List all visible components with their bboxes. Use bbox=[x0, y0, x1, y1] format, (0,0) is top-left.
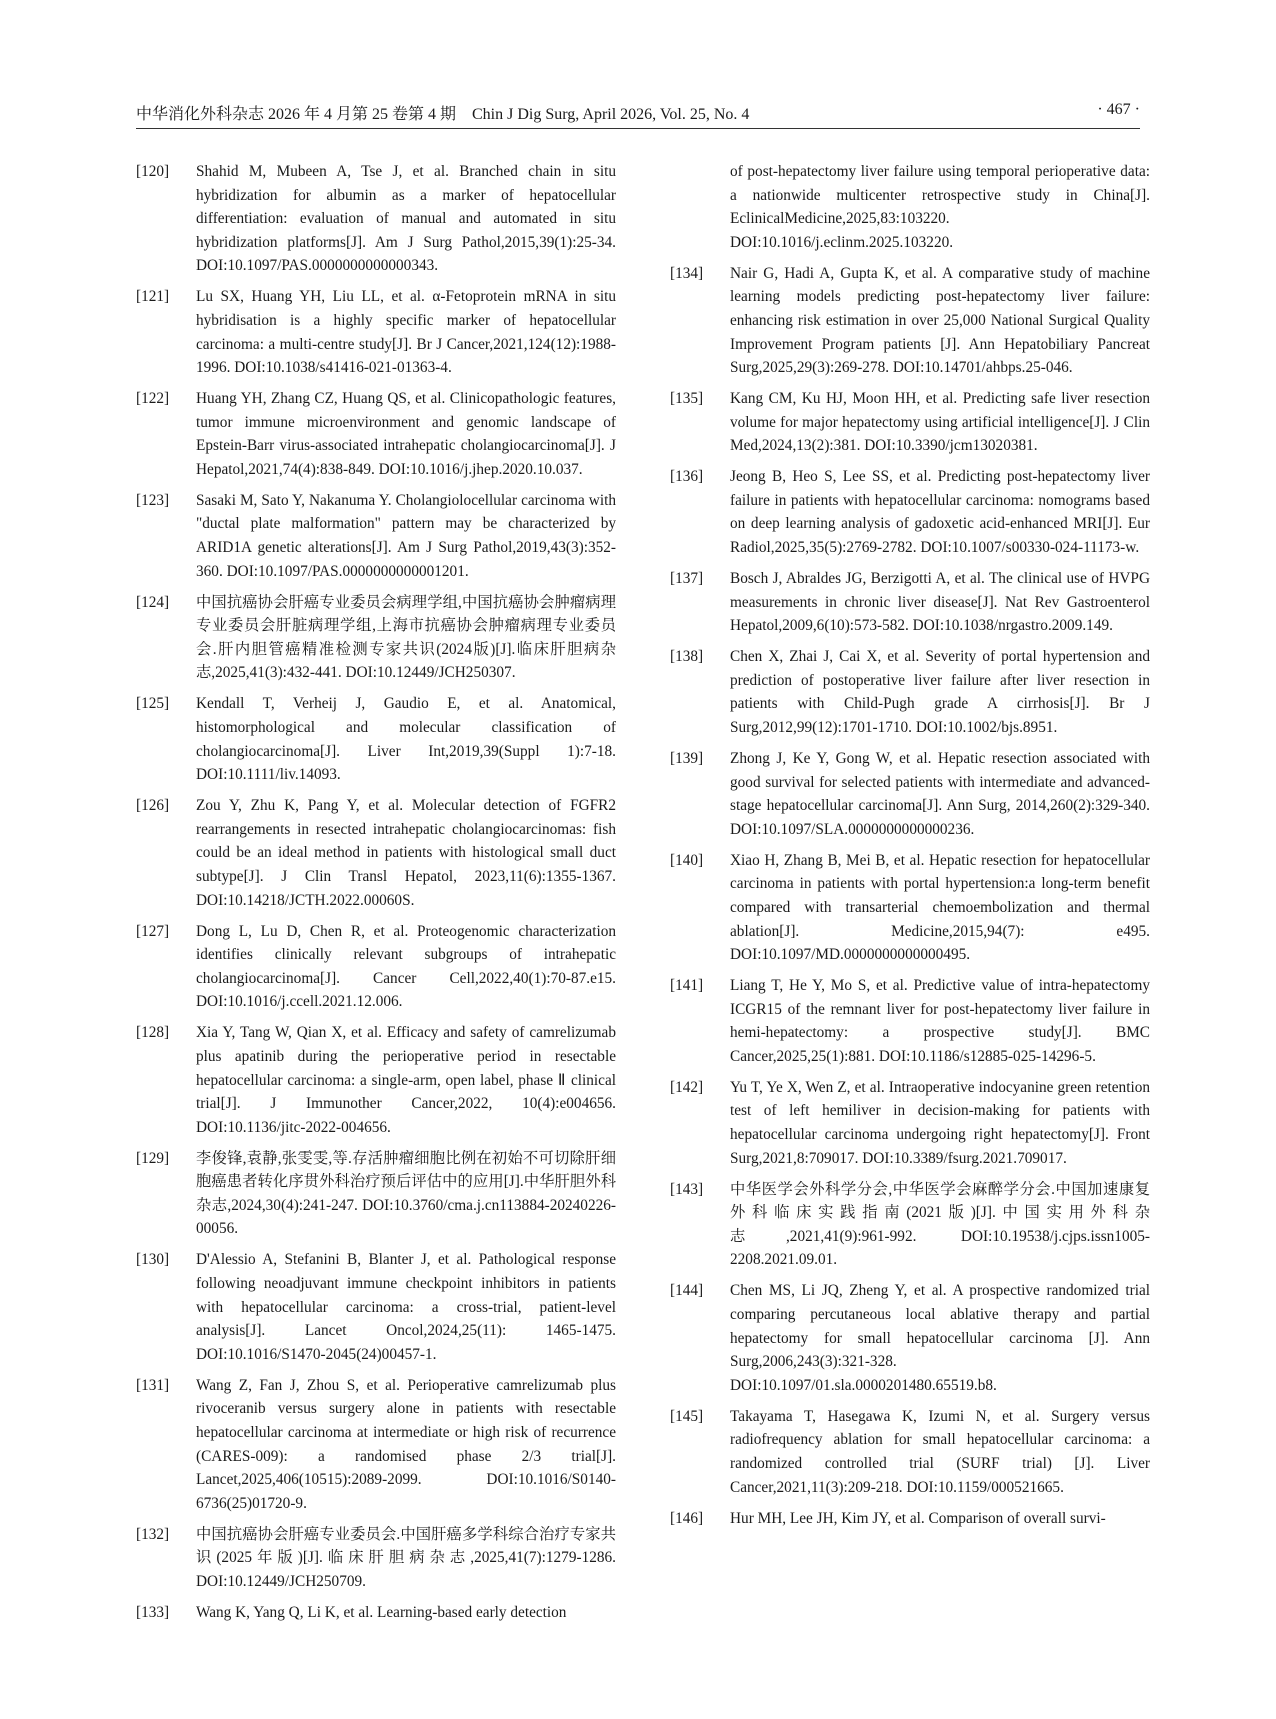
reference-item bbox=[136, 489, 616, 583]
reference-item bbox=[670, 262, 1150, 380]
reference-item bbox=[136, 692, 616, 786]
reference-text: Jeong B, Heo S, Lee SS, et al. Predicting post-hepatectomy liver failure in patients with hepatocellular carcinoma: nomograms based on deep learning analysis of gadoxetic acid-enhanced MRI[J]. Eur Radiol,2025,35(5):2769-2782. DOI:10.1007/s00330-024-11173-w. bbox=[730, 468, 1150, 557]
reference-text: Nair G, Hadi A, Gupta K, et al. A comparative study of machine learning models predicting post-hepatectomy liver failure: enhancing risk estimation in over 25,000 National Surgical Quality Improvement Program patients [J]. Ann Hepatobiliary Pancreat Surg,2025,29(3):269-278. DOI:10.14701/ahbps.25-046. bbox=[730, 264, 1150, 377]
reference-number: [120] bbox=[136, 163, 170, 180]
reference-item bbox=[136, 1374, 616, 1516]
reference-number: [142] bbox=[670, 1078, 704, 1096]
reference-number: [125] bbox=[136, 695, 170, 713]
reference-text: 中国抗癌协会肝癌专业委员会.中国肝癌多学科综合治疗专家共识(2025年版)[J].临床肝胆病杂志,2025,41(7):1279-1286. DOI:10.12449/JCH250709. bbox=[196, 1525, 616, 1590]
reference-number: [145] bbox=[670, 1407, 704, 1425]
reference-text: Chen MS, Li JQ, Zheng Y, et al. A prospective randomized trial comparing percutaneous local ablative therapy and partial hepatectomy for small hepatocellular carcinoma [J]. Ann Surg,2006,243(3):321-328. DOI:10.1097/01.sla.0000201480.65519.b8. bbox=[730, 1282, 1150, 1394]
reference-item bbox=[670, 160, 1150, 254]
reference-text: Kendall T, Verheij J, Gaudio E, et al. Anatomical, histomorphological and molecular classification of cholangiocarcinoma[J]. Liver Int,2019,39(Suppl 1):7-18. DOI:10.1111/liv.14093. bbox=[196, 695, 616, 784]
reference-number: [126] bbox=[136, 797, 170, 815]
reference-number: [136] bbox=[670, 468, 704, 486]
reference-text: of post-hepatectomy liver failure using temporal perioperative data: a nationwide multicenter retrospective study in China[J]. EclinicalMedicine,2025,83:103220. DOI:10.1016/j.eclinm.2025.103220. bbox=[730, 163, 1150, 251]
reference-item bbox=[136, 1601, 616, 1625]
reference-item bbox=[136, 160, 616, 278]
reference-text: Xia Y, Tang W, Qian X, et al. Efficacy and safety of camrelizumab plus apatinib during the perioperative period in resectable hepatocellular carcinoma: a single-arm, open label, phase Ⅱ clinical trial[J]. J Immunother Cancer,2022, 10(4):e004656. DOI:10.1136/jitc-2022-004656. bbox=[196, 1024, 616, 1136]
reference-text: D'Alessio A, Stefanini B, Blanter J, et al. Pathological response following neoadjuvant immune checkpoint inhibitors in patients with hepatocellular carcinoma: a cross-trial, patient-level analysis[J]. Lancet Oncol,2024,25(11): 1465-1475. DOI:10.1016/S1470-2045(24)00457-1. bbox=[196, 1251, 616, 1363]
reference-item bbox=[670, 465, 1150, 559]
reference-number: [127] bbox=[136, 922, 170, 940]
reference-number: [124] bbox=[136, 593, 170, 611]
reference-text: Liang T, He Y, Mo S, et al. Predictive value of intra-hepatectomy ICGR15 of the remnant liver for post-hepatectomy liver failure in hemi-hepatectomy: a prospective study[J]. BMC Cancer,2025,25(1):881. DOI:10.1186/s12885-025-14296-5. bbox=[730, 977, 1150, 1065]
reference-text: Wang Z, Fan J, Zhou S, et al. Perioperative camrelizumab plus rivoceranib versus surgery alone in patients with resectable hepatocellular carcinoma at intermediate or high risk of recurrence (CARES-009): a randomised phase 2/3 trial[J]. Lancet,2025,406(10515):2089-2099. DOI:10.1016/S0140-6736(25)01720-9. bbox=[196, 1376, 616, 1512]
reference-text: Kang CM, Ku HJ, Moon HH, et al. Predicting safe liver resection volume for major hepatectomy using artificial intelligence[J]. J Clin Med,2024,13(2):381. DOI:10.3390/jcm13020381. bbox=[730, 390, 1150, 455]
reference-number: [146] bbox=[670, 1509, 704, 1527]
reference-text: Xiao H, Zhang B, Mei B, et al. Hepatic resection for hepatocellular carcinoma in patients with portal hypertension:a long-term benefit compared with transarterial chemoembolization and thermal ablation[J]. Medicine,2015,94(7): e495. DOI:10.1097/MD.0000000000000495. bbox=[730, 851, 1150, 964]
reference-number: [140] bbox=[670, 851, 704, 869]
reference-number: [141] bbox=[670, 977, 704, 995]
reference-item bbox=[670, 1178, 1150, 1272]
reference-column-right bbox=[670, 160, 1150, 1538]
reference-item bbox=[136, 285, 616, 379]
reference-column-left bbox=[136, 160, 616, 1632]
reference-number: [137] bbox=[670, 570, 704, 588]
reference-number: [133] bbox=[136, 1603, 170, 1621]
reference-item bbox=[136, 794, 616, 912]
reference-number: [129] bbox=[136, 1149, 170, 1167]
reference-text: Sasaki M, Sato Y, Nakanuma Y. Cholangiolocellular carcinoma with "ductal plate malformation" pattern may be characterized by ARID1A genetic alterations[J]. Am J Surg Pathol,2019,43(3):352-360. DOI:10.1097/PAS.0000000000001201. bbox=[196, 491, 616, 580]
reference-number: [138] bbox=[670, 648, 704, 666]
reference-text: 李俊锋,袁静,张雯雯,等.存活肿瘤细胞比例在初始不可切除肝细胞癌患者转化序贯外科治疗预后评估中的应用[J].中华肝胆外科杂志,2024,30(4):241-247. DOI:10.3760/cma.j.cn113884-20240226-00056. bbox=[196, 1149, 616, 1238]
reference-number: [123] bbox=[136, 491, 170, 509]
reference-number: [143] bbox=[670, 1180, 704, 1198]
reference-item bbox=[670, 1405, 1150, 1499]
reference-item bbox=[670, 645, 1150, 739]
reference-number: [134] bbox=[670, 264, 704, 282]
reference-item bbox=[136, 387, 616, 481]
reference-text: Chen X, Zhai J, Cai X, et al. Severity of portal hypertension and prediction of postoperative liver failure after liver resection in patients with Child-Pugh grade A cirrhosis[J]. Br J Surg,2012,99(12):1701-1710. DOI:10.1002/bjs.8951. bbox=[730, 648, 1150, 737]
reference-item bbox=[670, 849, 1150, 967]
reference-item bbox=[136, 1523, 616, 1594]
reference-text: Hur MH, Lee JH, Kim JY, et al. Comparison of overall survi- bbox=[730, 1509, 1106, 1527]
reference-text: Dong L, Lu D, Chen R, et al. Proteogenomic characterization identifies clinically relevant subgroups of intrahepatic cholangiocarcinoma[J]. Cancer Cell,2022,40(1):70-87.e15. DOI:10.1016/j.ccell.2021.12.006. bbox=[196, 922, 616, 1011]
reference-text: Takayama T, Hasegawa K, Izumi N, et al. Surgery versus radiofrequency ablation for small hepatocellular carcinoma: a randomized controlled trial (SURF trial) [J]. Liver Cancer,2021,11(3):209-218. DOI:10.1159/000521665. bbox=[730, 1407, 1150, 1496]
reference-text: Yu T, Ye X, Wen Z, et al. Intraoperative indocyanine green retention test of left hemiliver in decision-making for patients with hepatocellular carcinoma undergoing right hepatectomy[J]. Front Surg,2021,8:709017. DOI:10.3389/fsurg.2021.709017. bbox=[730, 1078, 1150, 1167]
reference-item bbox=[136, 920, 616, 1014]
reference-number: [135] bbox=[670, 390, 704, 408]
reference-text: Shahid M, Mubeen A, Tse J, et al. Branched chain in situ hybridization for albumin as a marker of hepatocellular differentiation: evaluation of manual and automated in situ hybridization platforms[J]. Am J Surg Pathol,2015,39(1):25-34. DOI:10.1097/PAS.0000000000000343. bbox=[196, 163, 616, 275]
reference-number: [131] bbox=[136, 1376, 170, 1394]
reference-text: Zhong J, Ke Y, Gong W, et al. Hepatic resection associated with good survival for selected patients with intermediate and advanced-stage hepatocellular carcinoma[J]. Ann Surg, 2014,260(2):329-340. DOI:10.1097/SLA.0000000000000236. bbox=[730, 750, 1150, 838]
reference-number: [121] bbox=[136, 288, 170, 306]
page-number: · 467 · bbox=[1097, 101, 1140, 118]
reference-text: Zou Y, Zhu K, Pang Y, et al. Molecular detection of FGFR2 rearrangements in resected intrahepatic cholangiocarcinomas: fish could be an ideal method in patients with histological small duct subtype[J]. J Clin Transl Hepatol, 2023,11(6):1355-1367. DOI:10.14218/JCTH.2022.00060S. bbox=[196, 797, 616, 909]
reference-item bbox=[670, 974, 1150, 1068]
reference-item bbox=[136, 1147, 616, 1241]
reference-text: 中国抗癌协会肝癌专业委员会病理学组,中国抗癌协会肿瘤病理专业委员会肝脏病理学组,上海市抗癌协会肿瘤病理专业委员会.肝内胆管癌精准检测专家共识(2024版)[J].临床肝胆病杂志,2025,41(3):432-441. DOI:10.12449/JCH250307. bbox=[196, 593, 616, 682]
reference-item bbox=[670, 567, 1150, 638]
reference-number: [144] bbox=[670, 1282, 704, 1300]
reference-text: 中华医学会外科学分会,中华医学会麻醉学分会.中国加速康复外科临床实践指南(2021版)[J].中国实用外科杂志,2021,41(9):961-992. DOI:10.19538/j.cjps.issn1005-2208.2021.09.01. bbox=[730, 1180, 1150, 1269]
reference-text: Bosch J, Abraldes JG, Berzigotti A, et al. The clinical use of HVPG measurements in chronic liver disease[J]. Nat Rev Gastroenterol Hepatol,2009,6(10):573-582. DOI:10.1038/nrgastro.2009.149. bbox=[730, 570, 1150, 635]
reference-number: [139] bbox=[670, 750, 704, 767]
reference-text: Wang K, Yang Q, Li K, et al. Learning-based early detection bbox=[196, 1603, 567, 1621]
reference-item bbox=[670, 1507, 1150, 1531]
reference-item bbox=[136, 1248, 616, 1366]
reference-number: [122] bbox=[136, 390, 170, 408]
reference-text: Huang YH, Zhang CZ, Huang QS, et al. Clinicopathologic features, tumor immune microenvironment and genomic landscape of Epstein-Barr virus-associated intrahepatic cholangiocarcinoma[J]. J Hepatol,2021,74(4):838-849. DOI:10.1016/j.jhep.2020.10.037. bbox=[196, 390, 616, 478]
reference-item bbox=[136, 591, 616, 685]
journal-citation-header: 中华消化外科杂志 2026 年 4 月第 25 卷第 4 期 Chin J Dig Surg, April 2026, Vol. 25, No. 4 bbox=[136, 106, 750, 123]
reference-item bbox=[670, 1076, 1150, 1170]
reference-item bbox=[670, 747, 1150, 841]
running-header bbox=[136, 101, 1140, 127]
reference-number: [130] bbox=[136, 1251, 170, 1269]
reference-number: [128] bbox=[136, 1024, 170, 1042]
reference-number: [132] bbox=[136, 1525, 170, 1543]
reference-item bbox=[670, 1279, 1150, 1397]
reference-item bbox=[136, 1021, 616, 1139]
reference-item bbox=[670, 387, 1150, 458]
reference-text: Lu SX, Huang YH, Liu LL, et al. α-Fetoprotein mRNA in situ hybridisation is a highly specific marker of hepatocellular carcinoma: a multi-centre study[J]. Br J Cancer,2021,124(12):1988-1996. DOI:10.1038/s41416-021-01363-4. bbox=[196, 288, 616, 377]
header-rule bbox=[136, 128, 1140, 129]
